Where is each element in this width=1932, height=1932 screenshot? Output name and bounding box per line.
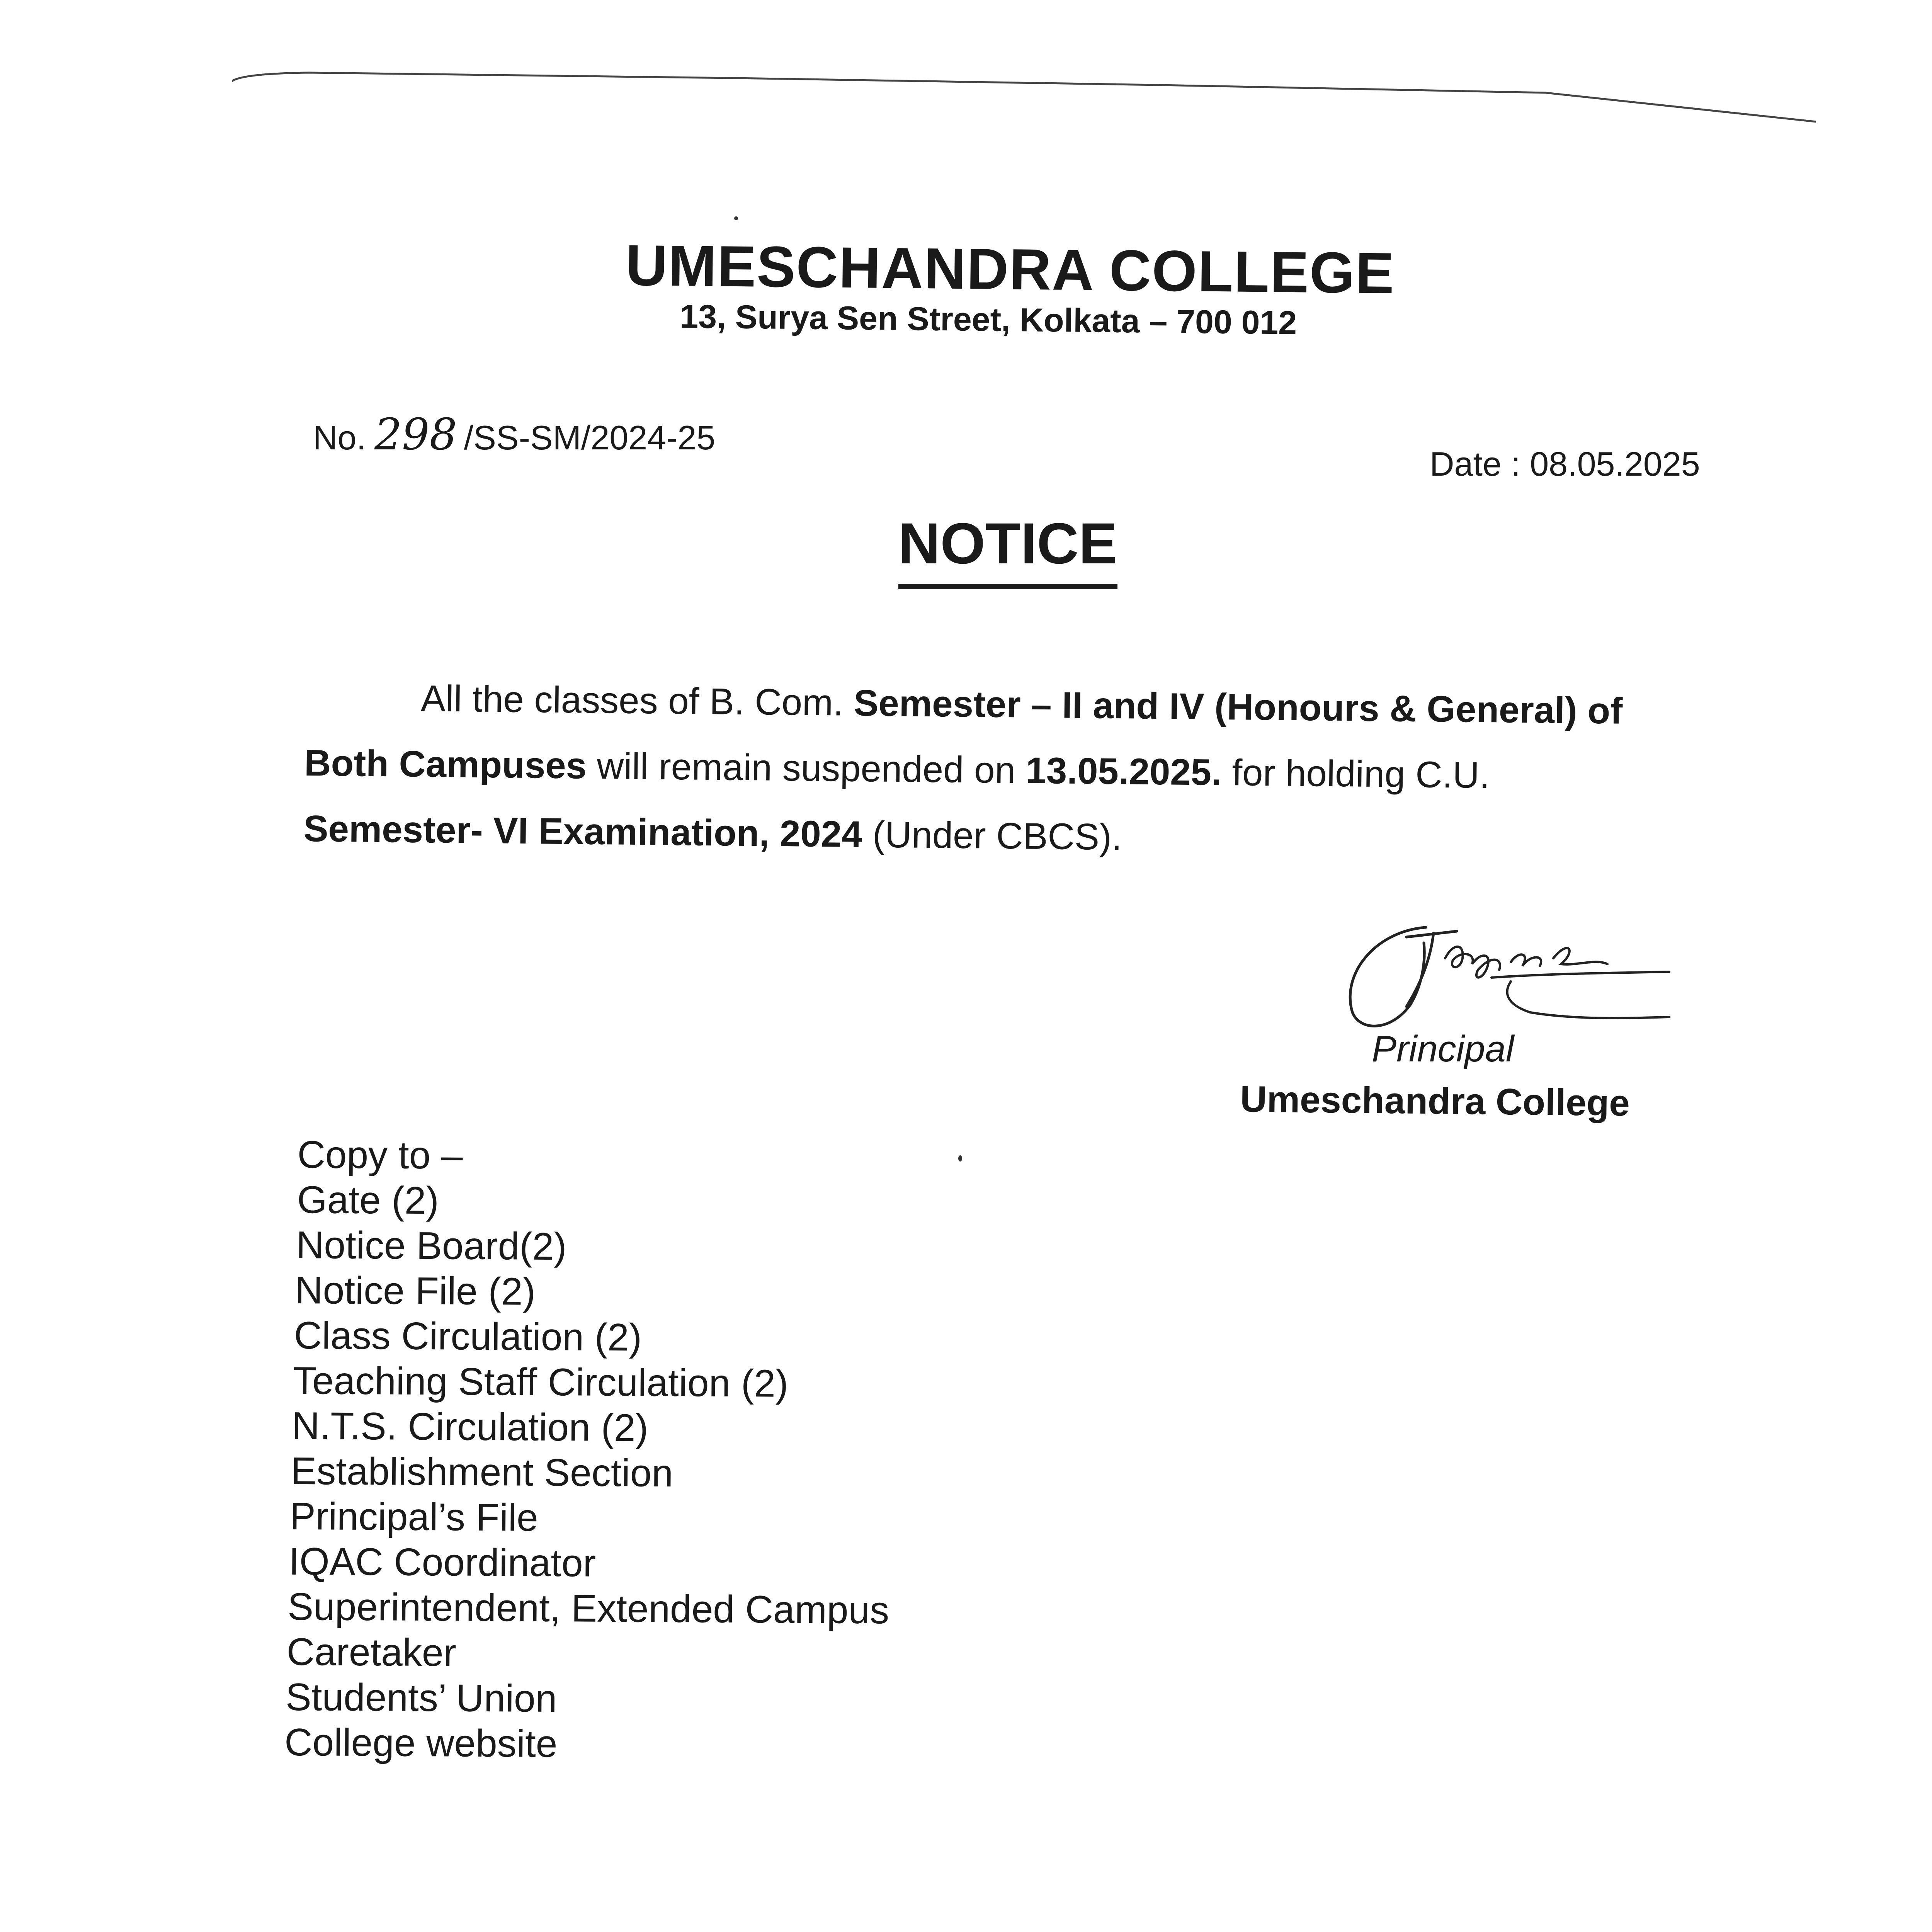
copy-to-item: Class Circulation (2) <box>294 1313 642 1359</box>
reference-number <box>313 410 715 460</box>
page-title: NOTICE <box>898 510 1117 589</box>
copy-to-item: Students’ Union <box>285 1675 557 1721</box>
reference-handwritten-number: 298 <box>374 410 457 460</box>
reference-suffix: /SS-SM/2024-25 <box>464 418 716 457</box>
copy-to-item: Notice File (2) <box>295 1268 536 1313</box>
reference-prefix: No. <box>313 418 366 457</box>
copy-to-item: Establishment Section <box>291 1449 673 1495</box>
body-bold-text: Semester- VI Examination, 2024 <box>303 808 863 855</box>
copy-to-item: IQAC Coordinator <box>288 1539 596 1585</box>
scan-edge-line <box>232 70 1816 124</box>
scan-speck <box>958 1155 962 1162</box>
body-bold-date: 13.05.2025. <box>1026 750 1222 793</box>
signatory-role: Principal <box>1372 1028 1514 1070</box>
college-address: 13, Surya Sen Street, Kolkata – 700 012 <box>679 298 1297 342</box>
copy-to-item: College website <box>284 1720 558 1766</box>
copy-to-list <box>284 1177 892 1769</box>
college-name: UMESCHANDRA COLLEGE <box>625 232 1395 306</box>
body-text: (Under CBCS). <box>862 814 1122 858</box>
body-bold-text: Semester – II and IV (Honours & General) of <box>853 682 1623 732</box>
copy-to-section <box>284 1132 892 1769</box>
copy-to-item: Teaching Staff Circulation (2) <box>293 1359 789 1405</box>
scan-speck <box>734 216 738 220</box>
copy-to-item: Principal’s File <box>289 1494 539 1539</box>
body-text: for holding C.U. <box>1221 752 1490 796</box>
notice-date: Date : 08.05.2025 <box>1430 445 1700 483</box>
notice-body <box>303 665 1708 876</box>
copy-to-item: N.T.S. Circulation (2) <box>292 1404 649 1450</box>
copy-to-item: Notice Board(2) <box>296 1223 567 1269</box>
copy-to-item: Superintendent, Extended Campus <box>287 1585 889 1632</box>
signatory-institution: Umeschandra College <box>1240 1078 1630 1124</box>
copy-to-item: Gate (2) <box>297 1178 439 1223</box>
copy-to-heading: Copy to – <box>297 1133 463 1177</box>
copy-to-item: Caretaker <box>286 1630 457 1675</box>
body-bold-text: Both Campuses <box>304 742 587 787</box>
body-text: All the classes of B. Com. <box>420 678 854 724</box>
body-text: will remain suspended on <box>586 745 1026 791</box>
